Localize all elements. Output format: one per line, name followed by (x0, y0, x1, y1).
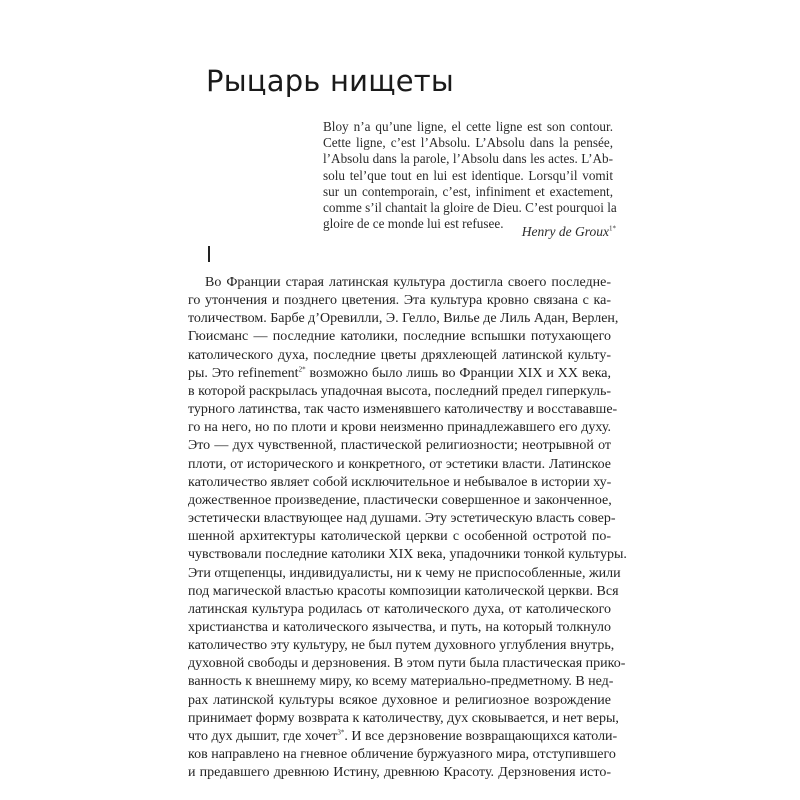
epigraph-author: Henry de Groux (521, 224, 609, 239)
body-line: ванность к внешнему миру, ко всему материально-предметному. В нед- (188, 674, 614, 690)
body-line: Эти отщепенцы, индивидуалисты, ни к чему не приспособленные, жили (188, 565, 621, 581)
epigraph-line: comme s’il chantait la gloire de Dieu. C’est pourquoi la (323, 200, 617, 216)
body-line: эстетически властвующее над душами. Эту эстетическую власть совер- (188, 511, 616, 527)
body-line: ков направлено на гневное обличение буржуазного мира, отступившего (188, 747, 616, 763)
epigraph-attribution (500, 224, 616, 240)
body-line: латинская культура родилась от католического духа, от католического (188, 601, 611, 617)
footnote-mark: 1* (609, 224, 616, 233)
body-line: принимает форму возврата к католичеству, дух сковывается, и нет веры, (188, 710, 619, 726)
epigraph-line: Bloy n’a qu’une ligne, el cette ligne est son contour. (323, 119, 613, 134)
body-line-segment: возможно было лишь во Франции XIX и XX века, (305, 365, 611, 381)
body-line: католичество являет собой исключительное и небывалое в истории ху- (188, 474, 612, 490)
chapter-title: Рыцарь нищеты (206, 64, 454, 98)
text-cursor (208, 246, 210, 262)
epigraph-line: sur un contemporain, c’est, infiniment et exactement, (323, 183, 613, 199)
body-line: чувствовали последние католики XIX века, упадочники тонкой культуры. (188, 547, 627, 563)
body-line: Это — дух чувственной, пластической религиозности; неотрывной от (188, 438, 611, 454)
body-line: го на него, но по плоти и крови неизменно принадлежавшего его духу. (188, 420, 611, 436)
footnote-mark: 3* (337, 728, 345, 737)
epigraph-line: l’Absolu dans la parole, l’Absolu dans les actes. L’Ab- (323, 151, 613, 167)
body-line: рах латинской культуры всякое духовное и религиозное возрождение (188, 692, 611, 708)
body-text (188, 274, 627, 782)
epigraph-line: gloire de ce monde lui est refusee. (323, 216, 504, 232)
body-line: Гюисманс — последние католики, последние вспышки потухающего (188, 329, 611, 345)
body-line: христианства и католического язычества, и путь, на который толкнуло (188, 619, 611, 635)
epigraph-line: solu tel’que tout en lui est identique. Lorsqu’il vomit (323, 167, 613, 183)
body-line (188, 728, 618, 746)
body-line: духовной свободы и дерзновения. В этом пути была пластическая прико- (188, 656, 626, 672)
body-line: католического духа, последние цветы дряхлеющей латинской культу- (188, 347, 611, 363)
body-line-segment: что дух дышит, где хочет (188, 728, 338, 744)
body-line (188, 365, 611, 383)
body-line: шенной архитектуры католической церкви с особенной остротой по- (188, 529, 611, 545)
body-line: толичеством. Барбе д’Оревилли, Э. Гелло, Вилье де Лиль Адан, Верлен, (188, 311, 619, 327)
epigraph-line: Cette ligne, c’est l’Absolu. L’Absolu dans la pensée, (323, 135, 613, 151)
body-line: Во Франции старая латинская культура достигла своего последне- (205, 275, 611, 290)
body-line: турного латинства, так часто изменявшего католичеству и восстававше- (188, 402, 618, 418)
body-line-segment: ры. Это refinement (188, 365, 299, 381)
footnote-mark: 2* (298, 365, 306, 374)
body-line: под магической властью красоты композиции католической церкви. Вся (188, 583, 619, 599)
body-line: католичество эту культуру, не был путем духовного углубления внутрь, (188, 638, 615, 654)
body-line: дожественное произведение, пластически совершенное и законченное, (188, 492, 612, 508)
body-line: и предавшего древнюю Истину, древнюю Красоту. Дерзновения исто- (188, 765, 611, 781)
body-line: в которой раскрылась упадочная высота, последний предел гиперкуль- (188, 383, 612, 399)
body-line: плоти, от исторического и конкретного, от эстетики власти. Латинское (188, 456, 611, 472)
body-line: го утончения и позднего цветения. Эта культура кровно связана с ка- (188, 293, 611, 309)
body-line-segment: . И все дерзновение возвращающихся католи- (344, 728, 618, 744)
epigraph (323, 119, 617, 232)
